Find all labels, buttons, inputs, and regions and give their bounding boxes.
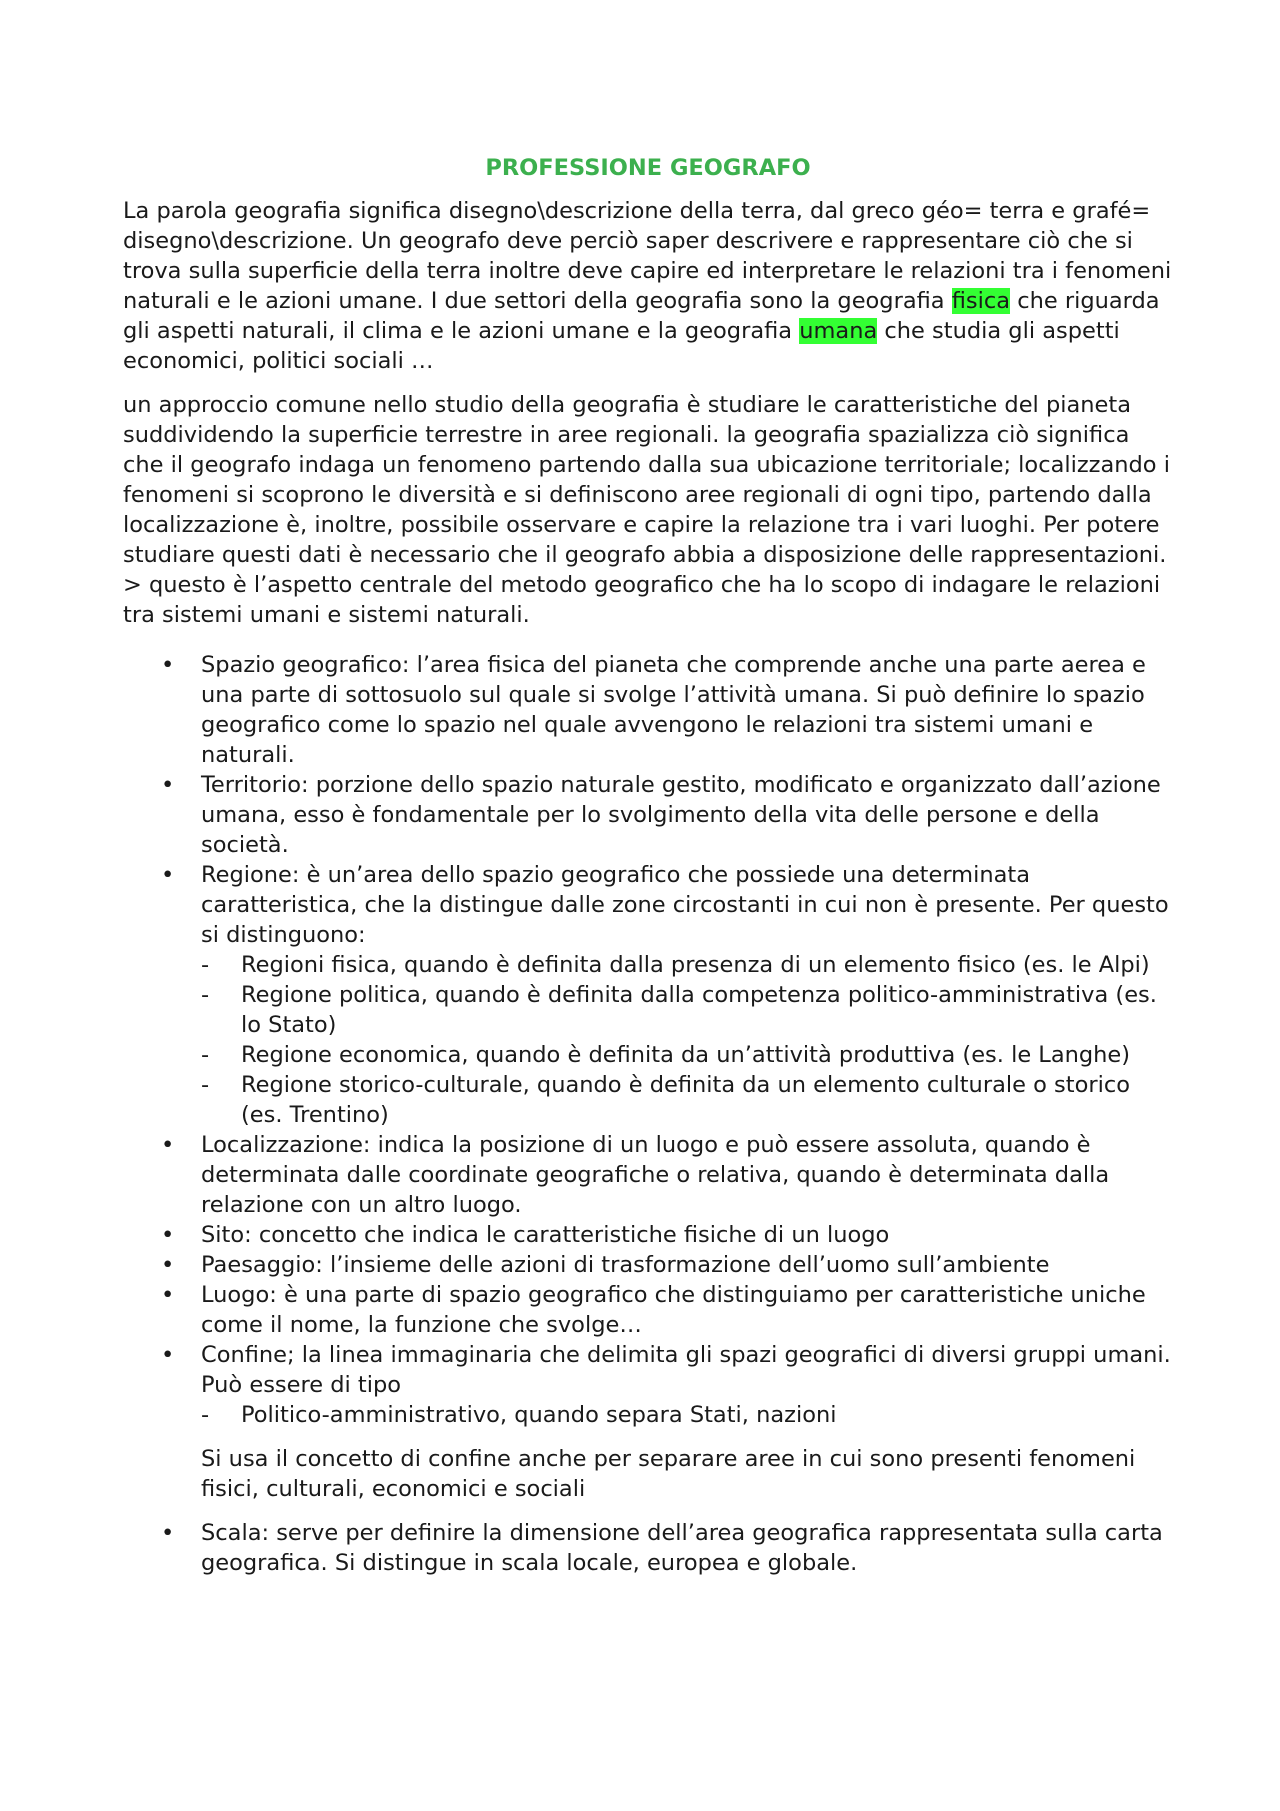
list-item-localizzazione: • Localizzazione: indica la posizione di un luogo e può essere assoluta, quando è determinata dalle coordinate geografiche o relativa, quando è determinata dalla relazione con un altro luogo.: [123, 1130, 1173, 1220]
approach-paragraph: un approccio comune nello studio della geografia è studiare le caratteristiche del pianeta suddividendo la superficie terrestre in aree regionali. la geografia spazializza ciò significa che il geografo indaga un fenomeno partendo dalla sua ubicazione territoriale; localizzando i fenomeni si scoprono le diversità e si definiscono aree regionali di ogni tipo, partendo dalla localizzazione è, inoltre, possibile osservare e capire la relazione tra i vari luoghi. Per potere studiare questi dati è necessario che il geografo abbia a disposizione delle rappresentazioni.: [123, 392, 1170, 568]
sublist-item: - Regione politica, quando è definita dalla competenza politico-amministrativa (es. lo Stato): [201, 980, 1173, 1040]
intro-paragraph: [123, 196, 1173, 376]
definitions-list: [123, 650, 1173, 1578]
regione-text: Regione: è un’area dello spazio geografico che possiede una determinata caratteristica, che la distingue dalle zone circostanti in cui non è presente. Per questo si distinguono:: [201, 862, 1169, 948]
confine-sublist: [201, 1400, 1173, 1430]
sublist-item: - Regione economica, quando è definita da un’attività produttiva (es. le Langhe): [201, 1040, 1173, 1070]
list-item-paesaggio: • Paesaggio: l’insieme delle azioni di trasformazione dell’uomo sull’ambiente: [123, 1250, 1173, 1280]
method-paragraph: > questo è l’aspetto centrale del metodo geografico che ha lo scopo di indagare le relazioni tra sistemi umani e sistemi naturali.: [123, 572, 1161, 628]
confine-note: Si usa il concetto di confine anche per separare aree in cui sono presenti fenomeni fisici, culturali, economici e sociali: [201, 1446, 1136, 1502]
intro-text-1: La parola geografia significa disegno\descrizione della terra, dal greco géo= terra e grafé= disegno\descrizione. Un geografo deve perciò saper descrivere e rappresentare ciò che si trova sulla superficie della terra inoltre deve capire ed interpretare le relazioni tra i fenomeni naturali e le azioni umane. I due settori della geografia sono la geografia: [123, 198, 1172, 314]
list-item-confine: [123, 1340, 1173, 1504]
list-item-scala: • Scala: serve per definire la dimensione dell’area geografica rappresentata sulla carta geografica. Si distingue in scala locale, europea e globale.: [123, 1518, 1173, 1578]
highlight-umana: umana: [799, 318, 878, 344]
sublist-item: - Politico-amministrativo, quando separa Stati, nazioni: [201, 1400, 1173, 1430]
intro-text-2: che riguarda gli aspetti naturali, il clima e le azioni umane e la geografia: [123, 288, 1160, 344]
list-item-regione: [123, 860, 1173, 1130]
list-item-luogo: • Luogo: è una parte di spazio geografico che distinguiamo per caratteristiche uniche come il nome, la funzione che svolge…: [123, 1280, 1173, 1340]
highlight-fisica: fisica: [951, 288, 1011, 314]
list-item-spazio: • Spazio geografico: l’area fisica del pianeta che comprende anche una parte aerea e una parte di sottosuolo sul quale si svolge l’attività umana. Si può definire lo spazio geografico come lo spazio nel quale avvengono le relazioni tra sistemi umani e naturali.: [123, 650, 1173, 770]
document-page: [123, 150, 1173, 1578]
regione-sublist: [201, 950, 1173, 1130]
list-item-sito: • Sito: concetto che indica le caratteristiche fisiche di un luogo: [123, 1220, 1173, 1250]
confine-text: Confine; la linea immaginaria che delimita gli spazi geografici di diversi gruppi umani. Può essere di tipo: [201, 1342, 1171, 1398]
sublist-item: - Regione storico-culturale, quando è definita da un elemento culturale o storico (es. Trentino): [201, 1070, 1173, 1130]
sublist-item: - Regioni fisica, quando è definita dalla presenza di un elemento fisico (es. le Alpi): [201, 950, 1173, 980]
page-title: PROFESSIONE GEOGRAFO: [485, 155, 811, 181]
intro-text-3: che studia gli aspetti economici, politici sociali …: [123, 318, 1120, 374]
list-item-territorio: • Territorio: porzione dello spazio naturale gestito, modificato e organizzato dall’azione umana, esso è fondamentale per lo svolgimento della vita delle persone e della società.: [123, 770, 1173, 860]
